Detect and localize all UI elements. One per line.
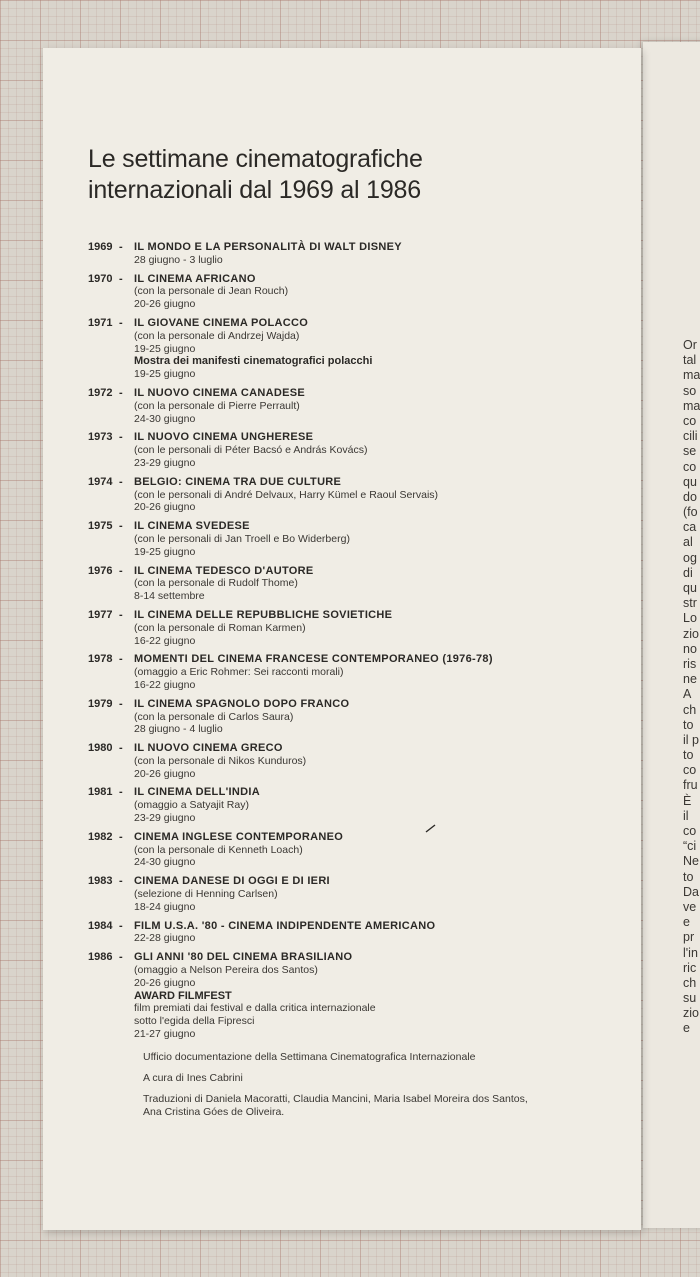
entry-detail: 23-29 giugno [134,456,196,469]
entry-body [134,273,628,311]
entry-title: IL GIOVANE CINEMA POLACCO [134,316,309,329]
entry-detail: 23-29 giugno [134,812,196,825]
entry-title: FILM U.S.A. '80 - CINEMA INDIPENDENTE AMERICANO [134,919,436,932]
facing-page-line: il p [683,732,699,747]
facing-page-line: fru [683,778,698,793]
entry-detail: (con le personali di Jan Troell e Bo Widerberg) [134,532,350,545]
entry-title: IL CINEMA SVEDESE [134,520,250,533]
entry-separator: - [119,386,123,399]
facing-page-line: tal [683,353,697,368]
entry-title: IL CINEMA SPAGNOLO DOPO FRANCO [134,697,350,710]
festival-entry [88,742,628,780]
entry-side-event: AWARD FILMFEST [134,989,232,1002]
facing-page-line: al [683,535,693,550]
entry-detail: 22-28 giugno [134,932,196,945]
entry-detail: (con la personale di Andrzej Wajda) [134,329,300,342]
entry-detail: (con la personale di Pierre Perrault) [134,399,300,412]
entry-year: 1977 [88,608,113,621]
entry-detail: (selezione di Henning Carlsen) [134,888,278,901]
entry-detail: (omaggio a Nelson Pereira dos Santos) [134,964,318,977]
entry-body [134,698,628,736]
facing-page-line: co [683,763,697,778]
festival-entry [88,698,628,736]
facing-page-line: qu [683,581,697,595]
facing-page-line: cili [683,429,698,444]
entry-side-event: Mostra dei manifesti cinematografici polacchi [134,355,373,368]
credits-office: Ufficio documentazione della Settimana Cinematografica Internazionale [143,1051,476,1063]
entry-body [134,387,628,425]
entry-body [134,431,628,469]
entry-year: 1972 [88,386,113,399]
facing-page-line: e [683,1021,690,1036]
facing-page-line: co [683,413,697,428]
facing-page-line: su [683,991,697,1006]
entry-body [134,786,628,824]
page-title [88,144,423,206]
entry-title: IL CINEMA DELL'INDIA [134,786,260,799]
facing-page-line: to [683,869,694,884]
document-page [43,48,641,1230]
festival-entry [88,786,628,824]
festival-entry [88,875,628,913]
entry-body [134,951,628,1041]
entry-body [134,831,628,869]
facing-page-line: to [683,748,694,763]
entry-year: 1973 [88,431,113,444]
facing-page-line: qu [683,474,697,489]
entry-title: BELGIO: CINEMA TRA DUE CULTURE [134,475,342,488]
entry-separator: - [119,316,123,329]
entry-title: CINEMA INGLESE CONTEMPORANEO [134,830,344,843]
entry-year: 1981 [88,786,113,799]
entry-title: IL NUOVO CINEMA UNGHERESE [134,431,314,444]
entry-body [134,609,628,647]
festival-entry [88,387,628,425]
facing-page-line: zio [683,1006,699,1021]
facing-page-line: co [683,459,697,474]
entry-separator: - [119,830,123,843]
festival-entry [88,241,628,267]
entry-separator: - [119,653,123,666]
facing-page-line: Da [683,884,699,899]
entry-year: 1971 [88,316,113,329]
credits-translations-line-2: Ana Cristina Góes de Oliveira. [143,1106,285,1118]
entry-separator: - [119,564,123,577]
facing-page-line: og [683,550,697,565]
entry-year: 1974 [88,475,113,488]
facing-page-line: zio [683,626,699,641]
entry-body [134,653,628,691]
facing-page-line: ch [683,975,697,990]
entry-detail: (con la personale di Rudolf Thome) [134,577,298,590]
festival-entry [88,273,628,311]
entry-detail: 16-22 giugno [134,678,196,691]
entry-year: 1982 [88,830,113,843]
facing-page-line: str [683,596,697,611]
entry-detail: (con la personale di Nikos Kunduros) [134,754,307,767]
entry-detail: 8-14 settembre [134,590,205,603]
entry-separator: - [119,272,123,285]
festival-entry [88,520,628,558]
facing-page-text [683,338,700,1037]
entry-year: 1976 [88,564,113,577]
credits [143,1051,623,1127]
entry-separator: - [119,786,123,799]
festival-entry [88,317,628,381]
facing-page-line: di [683,565,693,580]
entry-detail: 20-26 giugno [134,976,196,989]
entry-detail: 20-26 giugno [134,767,196,780]
facing-page-line: ca [683,520,697,535]
entry-separator: - [119,875,123,888]
entry-separator: - [119,697,123,710]
facing-page-line: ma [683,368,700,383]
entry-year: 1969 [88,241,113,253]
festival-entry [88,951,628,1041]
credits-curator: A cura di Ines Cabrini [143,1072,243,1084]
entry-detail: (omaggio a Eric Rohmer: Sei racconti morali) [134,666,344,679]
credits-translations-line-1: Traduzioni di Daniela Macoratti, Claudia Mancini, Maria Isabel Moreira dos Santos, [143,1093,528,1105]
entry-detail: (con la personale di Roman Karmen) [134,621,306,634]
entry-detail: (con le personali di André Delvaux, Harry Kümel e Raoul Servais) [134,488,439,501]
festival-entry [88,920,628,946]
facing-page-line: Or [683,338,697,352]
entry-year: 1979 [88,697,113,710]
festival-entry [88,476,628,514]
entry-detail: (con la personale di Jean Rouch) [134,285,289,298]
entry-detail: (con le personali di Péter Bacsó e András Kovács) [134,444,368,457]
entry-detail: 19-25 giugno [134,545,196,558]
facing-page-line: so [683,383,697,398]
facing-page-line: Lo [683,611,697,626]
entry-body [134,241,628,267]
entry-year: 1984 [88,919,113,932]
entry-detail: (con la personale di Carlos Saura) [134,710,294,723]
facing-page-line: co [683,824,697,838]
entry-detail: 24-30 giugno [134,412,196,425]
entry-title: IL CINEMA DELLE REPUBBLICHE SOVIETICHE [134,608,393,621]
entry-separator: - [119,919,123,932]
entry-title: IL NUOVO CINEMA GRECO [134,742,283,755]
entry-body [134,875,628,913]
entry-separator: - [119,742,123,755]
entry-year: 1975 [88,520,113,533]
entry-separator: - [119,241,123,253]
entry-body [134,317,628,381]
entry-title: IL NUOVO CINEMA CANADESE [134,386,305,399]
entry-separator: - [119,520,123,533]
facing-page-line: pr [683,930,695,945]
entry-detail: (omaggio a Satyajit Ray) [134,799,249,812]
entry-body [134,920,628,946]
facing-page-line: È [683,793,692,808]
entry-detail: 24-30 giugno [134,856,196,869]
credits-translations [143,1093,623,1119]
pen-mark-icon [425,823,437,833]
facing-page [643,42,700,1228]
entry-year: 1983 [88,875,113,888]
entry-title: GLI ANNI '80 DEL CINEMA BRASILIANO [134,951,353,964]
entry-title: IL CINEMA TEDESCO D'AUTORE [134,564,314,577]
entry-detail: 28 giugno - 4 luglio [134,723,223,736]
entry-detail: 20-26 giugno [134,298,196,311]
entry-side-event-detail: 19-25 giugno [134,368,196,381]
entry-detail: 20-26 giugno [134,501,196,514]
facing-page-line: “ci [683,839,697,854]
facing-page-line: se [683,444,697,459]
entry-year: 1980 [88,742,113,755]
facing-page-line: ne [683,672,697,687]
facing-page-line: e [683,915,690,930]
festival-list [88,241,628,1047]
facing-page-line: A [683,687,692,702]
entry-separator: - [119,431,123,444]
entry-body [134,476,628,514]
entry-detail: 18-24 giugno [134,900,196,913]
festival-entry [88,653,628,691]
entry-title: IL MONDO E LA PERSONALITÀ DI WALT DISNEY [134,241,402,253]
festival-entry [88,431,628,469]
page-title-line-2: internazionali dal 1969 al 1986 [88,176,421,204]
facing-page-line: ric [683,960,697,975]
entry-separator: - [119,951,123,964]
entry-year: 1978 [88,653,113,666]
entry-title: CINEMA DANESE DI OGGI E DI IERI [134,875,330,888]
festival-entry [88,609,628,647]
entry-separator: - [119,475,123,488]
entry-title: MOMENTI DEL CINEMA FRANCESE CONTEMPORANEO (1976-78) [134,653,493,666]
entry-side-event-detail: 21-27 giugno [134,1028,196,1041]
entry-title: IL CINEMA AFRICANO [134,272,256,285]
entry-body [134,565,628,603]
facing-page-line: il [683,808,689,823]
entry-detail: 19-25 giugno [134,342,196,355]
festival-entry [88,831,628,869]
facing-page-line: l'in [683,945,698,960]
entry-detail: 16-22 giugno [134,634,196,647]
facing-page-line: ma [683,398,700,413]
page-title-line-1: Le settimane cinematografiche [88,145,423,173]
facing-page-line: (fo [683,505,698,520]
entry-body [134,520,628,558]
entry-separator: - [119,608,123,621]
entry-detail: (con la personale di Kenneth Loach) [134,843,303,856]
facing-page-line: ris [683,656,697,671]
entry-detail: 28 giugno - 3 luglio [134,253,223,266]
facing-page-line: ch [683,702,697,717]
facing-page-line: ve [683,899,697,914]
entry-side-event-detail: sotto l'egida della Fipresci [134,1015,255,1028]
facing-page-line: do [683,489,697,504]
facing-page-line: no [683,641,697,656]
facing-page-line: Ne [683,854,699,869]
facing-page-line: to [683,717,694,732]
festival-entry [88,565,628,603]
entry-year: 1986 [88,951,113,964]
entry-body [134,742,628,780]
entry-side-event-detail: film premiati dai festival e dalla critica internazionale [134,1002,376,1015]
entry-year: 1970 [88,272,113,285]
